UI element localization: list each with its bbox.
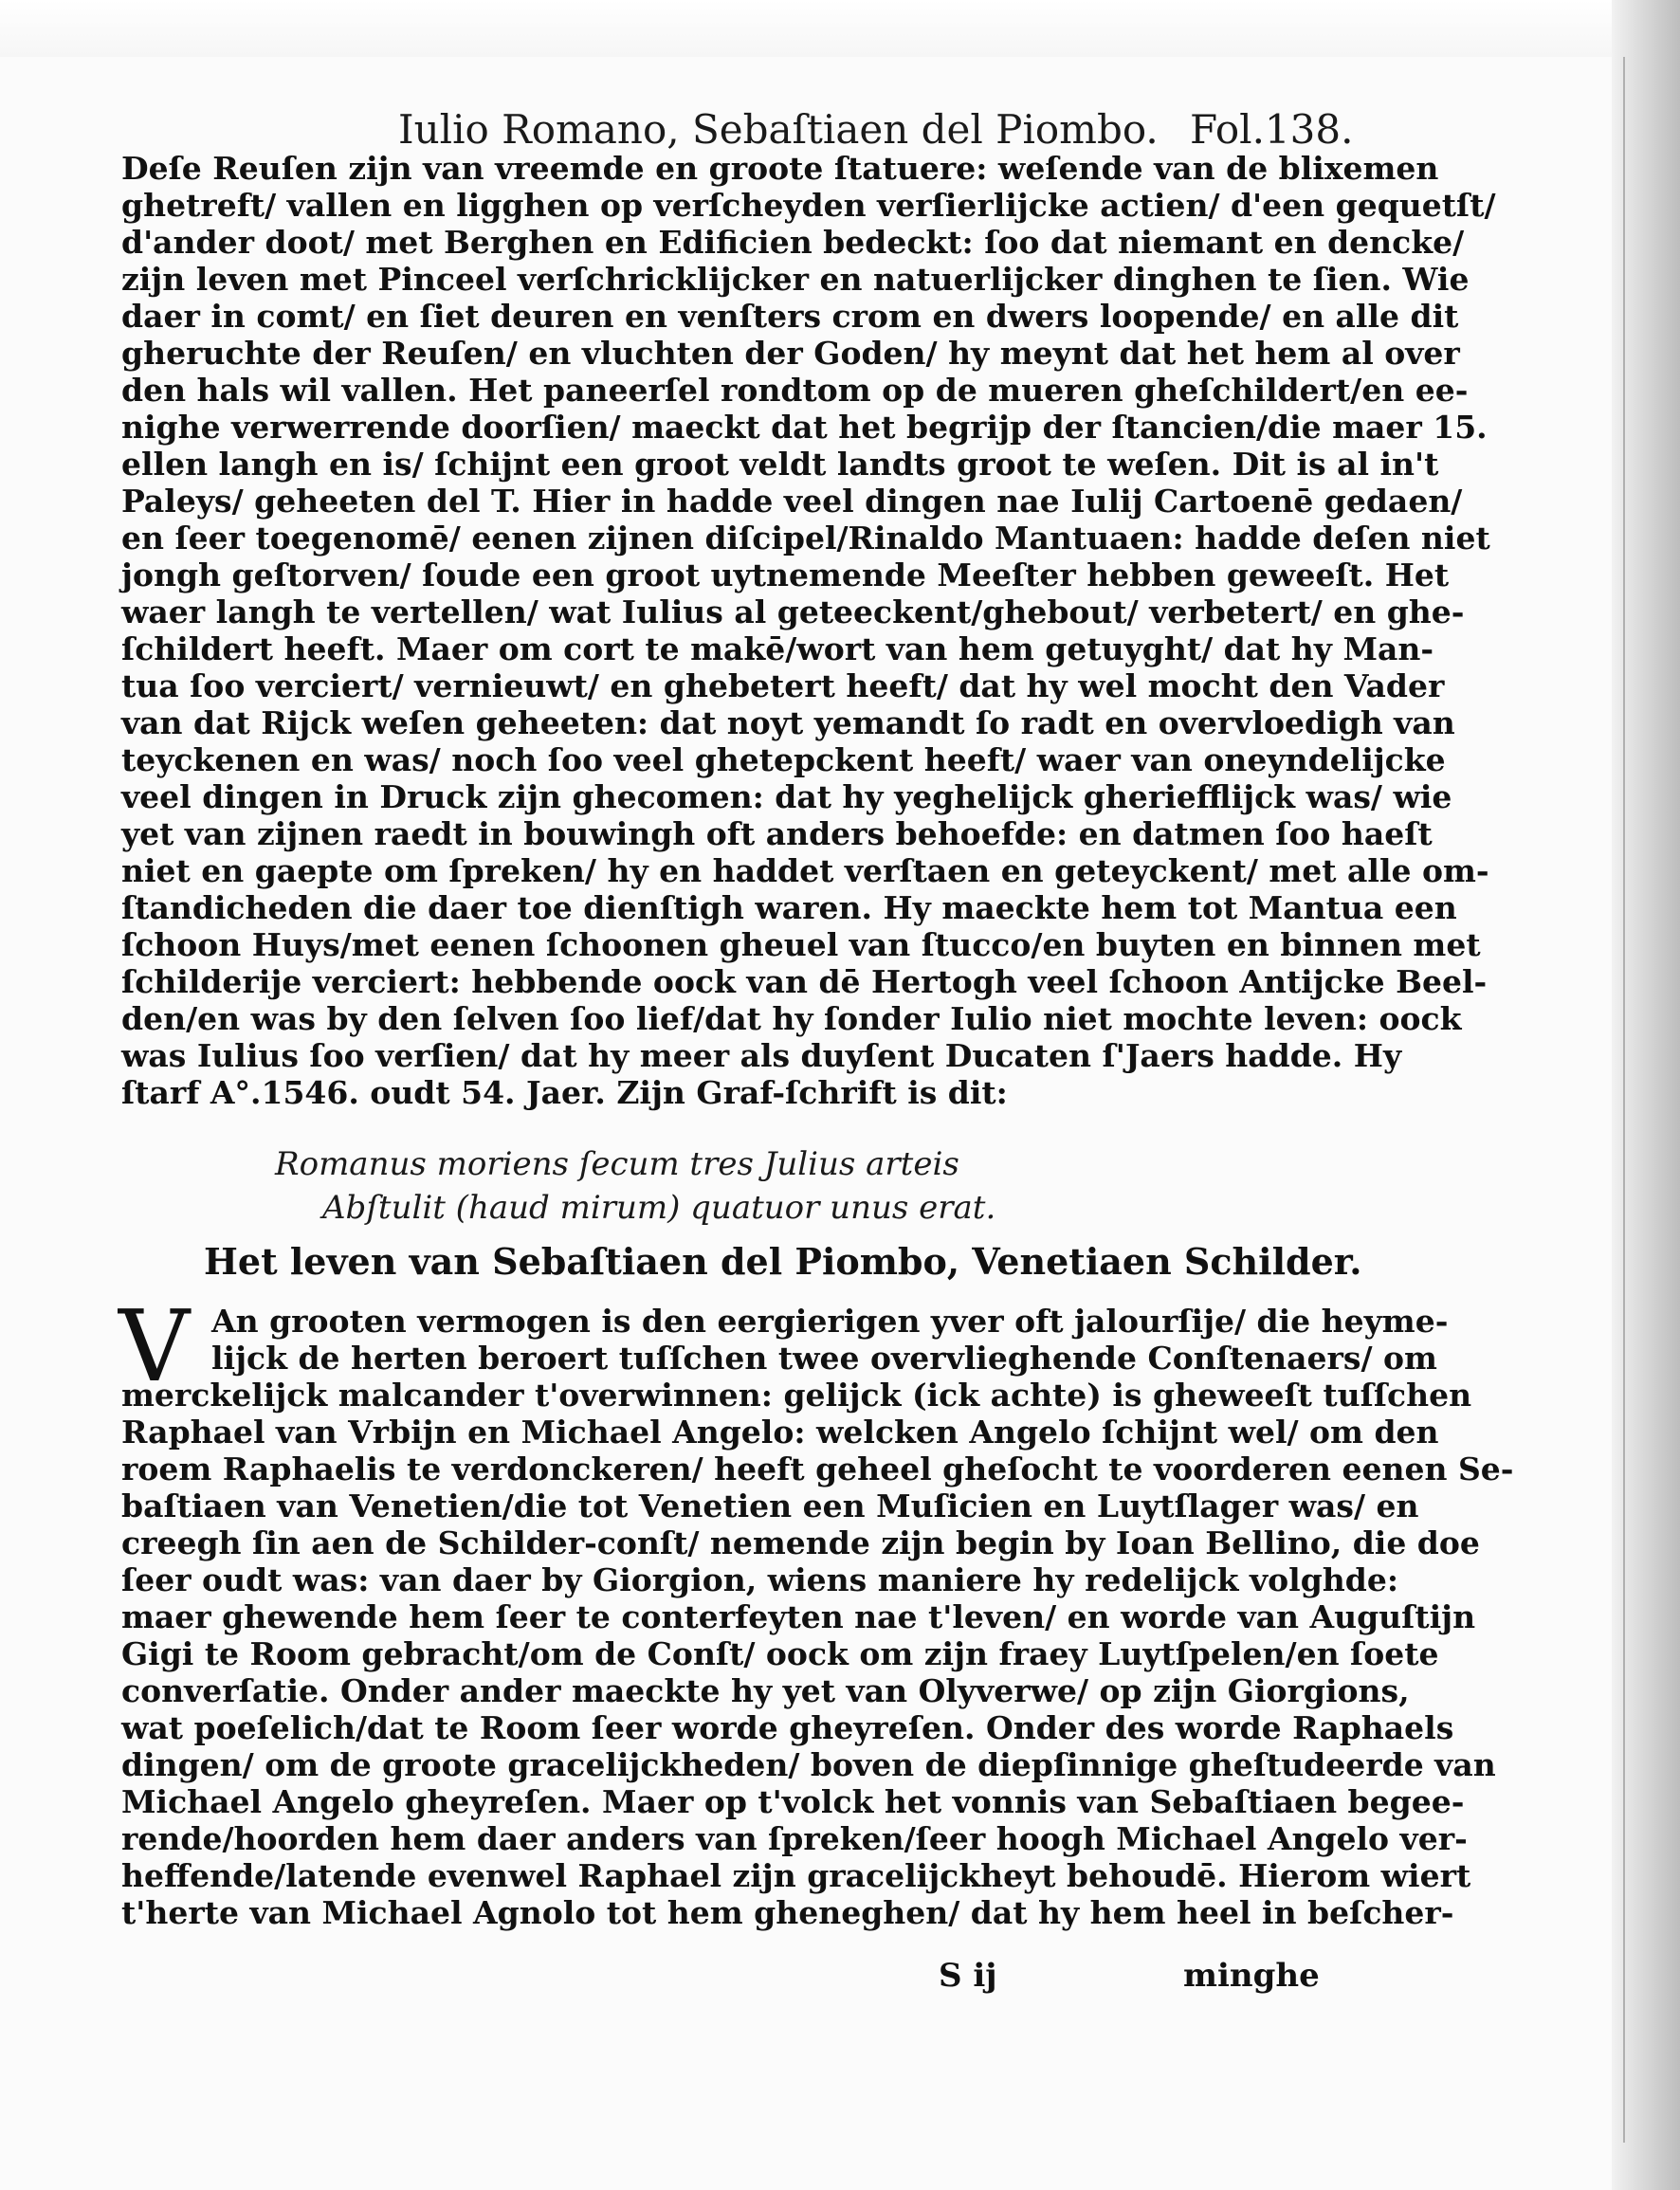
text-line: Gigi te Room gebracht/om de Conſt/ oock om zijn fraey Luytſpelen/en ſoete	[121, 1635, 1439, 1672]
text-line: tua ſoo verciert/ vernieuwt/ en ghebetert heeft/ dat hy wel mocht den Vader	[121, 667, 1445, 704]
text-line: Paleys/ geheeten del T. Hier in hadde veel dingen nae Iulij Cartoenē gedaen/	[121, 483, 1463, 520]
text-line: waer langh te vertellen/ wat Iulius al geteeckent/ghebout/ verbetert/ en ghe-	[121, 593, 1465, 630]
folio-number: Fol.138.	[1190, 106, 1354, 153]
text-line: lijck de herten beroert tuſſchen twee overvlieghende Conſtenaers/ om	[211, 1340, 1437, 1377]
drop-cap: V	[119, 1288, 191, 1404]
text-line: dingen/ om de groote gracelijckheden/ boven de diepſinnige gheſtudeerde van	[121, 1746, 1496, 1783]
text-line: ghetreft/ vallen en ligghen op verſcheyden verſierlijcke actien/ d'een gequetſt/	[121, 187, 1496, 224]
catchword: minghe	[1183, 1957, 1320, 1995]
text-line: rende/hoorden hem daer anders van ſpreken/ſeer hoogh Michael Angelo ver-	[121, 1820, 1468, 1857]
text-line: Deſe Reuſen zijn van vreemde en groote ſtatuere: weſende van de blixemen	[121, 150, 1439, 187]
text-line: zijn leven met Pinceel verſchricklijcker en natuerlijcker dinghen te ſien. Wie	[121, 261, 1470, 298]
epitaph-line-2: Abſtulit (haud mirum) quatuor unus erat.	[322, 1189, 996, 1227]
text-line: merckelijck malcander t'overwinnen: gelijck (ick achte) is gheweeſt tuſſchen	[121, 1377, 1472, 1414]
signature-mark: S ij	[939, 1957, 997, 1995]
text-line: teyckenen en was/ noch ſoo veel ghetepckent heeft/ waer van oneyndelijcke	[121, 741, 1446, 778]
text-line: yet van zijnen raedt in bouwingh oft anders behoefde: en datmen ſoo haeſt	[121, 815, 1433, 852]
text-line: Raphael van Vrbijn en Michael Angelo: welcken Angelo ſchijnt wel/ om den	[121, 1414, 1439, 1451]
text-line: Michael Angelo gheyreſen. Maer op t'volck het vonnis van Sebaſtiaen begee-	[121, 1783, 1465, 1820]
text-line: en ſeer toegenomē/ eenen zijnen diſcipel/Rinaldo Mantuaen: hadde deſen niet	[121, 520, 1490, 557]
text-line: ellen langh en is/ ſchijnt een groot veldt landts groot te weſen. Dit is al in't	[121, 446, 1439, 483]
text-line: roem Raphaelis te verdonckeren/ heeft geheel gheſocht te voorderen eenen Se-	[121, 1451, 1514, 1487]
text-line: niet en gaepte om ſpreken/ hy en haddet verſtaen en geteyckent/ met alle om-	[121, 852, 1489, 889]
text-line: ſchildert heeft. Maer om cort te makē/wort van hem getuyght/ dat hy Man-	[121, 630, 1434, 667]
text-line: maer ghewende hem ſeer te conterfeyten nae t'leven/ en worde van Auguſtijn	[121, 1598, 1476, 1635]
text-line: van dat Rijck weſen geheeten: dat noyt yemandt ſo radt en overvloedigh van	[121, 704, 1455, 741]
text-line: heffende/latende evenwel Raphael zijn gracelijckheyt behoudē. Hierom wiert	[121, 1857, 1471, 1894]
paragraph-romano-conclusion	[121, 150, 1496, 1111]
text-line: converſatie. Onder ander maeckte hy yet van Olyverwe/ op zijn Giorgions,	[121, 1672, 1410, 1709]
text-line: An grooten vermogen is den eergierigen yver oft jalourſije/ die heyme-	[211, 1303, 1449, 1340]
text-line: den hals wil vallen. Het paneerſel rondtom op de mueren gheſchildert/en ee-	[121, 372, 1469, 409]
text-line: baſtiaen van Venetien/die tot Venetien een Muſicien en Luytſlager was/ en	[121, 1487, 1419, 1524]
paragraph-piombo-biography	[121, 1303, 1514, 1931]
text-line: daer in comt/ en ſiet deuren en venſters crom en dwers loopende/ en alle dit	[121, 298, 1459, 335]
text-line: ſchilderije verciert: hebbende oock van dē Hertogh veel ſchoon Antijcke Beel-	[121, 963, 1488, 1000]
page-fold-shadow	[1612, 0, 1680, 2190]
text-line: ſtarf A°.1546. oudt 54. Jaer. Zijn Graf-ſchrift is dit:	[121, 1074, 1008, 1111]
text-line: wat poeſelich/dat te Room ſeer worde gheyreſen. Onder des worde Raphaels	[121, 1709, 1454, 1746]
running-title: Iulio Romano, Sebaſtiaen del Piombo.	[398, 106, 1159, 153]
text-line: nighe verwerrende doorſien/ maeckt dat het begrijp der ſtancien/die maer 15.	[121, 409, 1488, 446]
text-line: d'ander doot/ met Berghen en Edificien bedeckt: ſoo dat niemant en dencke/	[121, 224, 1465, 261]
text-line: ſchoon Huys/met eenen ſchoonen gheuel van ſtucco/en buyten en binnen met	[121, 926, 1481, 963]
text-line: den/en was by den ſelven ſoo lief/dat hy ſonder Iulio niet mochte leven: oock	[121, 1000, 1462, 1037]
epitaph-line-1: Romanus moriens ſecum tres Julius arteis	[275, 1145, 959, 1183]
text-line: was Iulius ſoo verſien/ dat hy meer als duyſent Ducaten ſ'Jaers hadde. Hy	[121, 1037, 1402, 1074]
text-line: t'herte van Michael Agnolo tot hem gheneghen/ dat hy hem heel in beſcher-	[121, 1894, 1454, 1931]
text-line: ſeer oudt was: van daer by Giorgion, wiens maniere hy redelijck volghde:	[121, 1561, 1399, 1598]
page-top-edge	[0, 0, 1680, 57]
section-heading: Het leven van Sebaſtiaen del Piombo, Venetiaen Schilder.	[204, 1240, 1362, 1283]
text-line: gheruchte der Reuſen/ en vluchten der Goden/ hy meynt dat het hem al over	[121, 335, 1460, 372]
text-line: ſtandicheden die daer toe dienſtigh waren. Hy maeckte hem tot Mantua een	[121, 889, 1457, 926]
text-line: creegh ſin aen de Schilder-conſt/ nemende zijn begin by Ioan Bellino, die doe	[121, 1524, 1480, 1561]
text-line: veel dingen in Druck zijn ghecomen: dat hy yeghelijck gheriefflijck was/ wie	[121, 778, 1452, 815]
text-line: jongh geſtorven/ ſoude een groot uytnemende Meeſter hebben geweeſt. Het	[121, 557, 1450, 593]
page-fold-line	[1623, 57, 1625, 2143]
